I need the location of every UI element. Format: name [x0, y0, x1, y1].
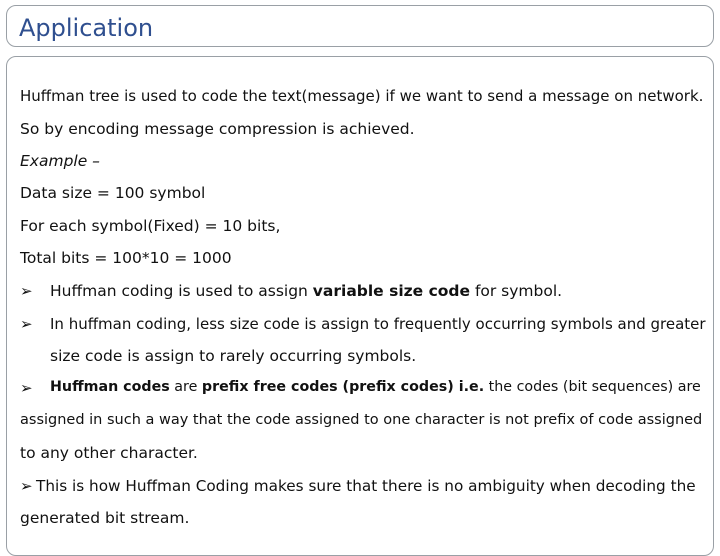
bullet-3-line-1	[50, 379, 701, 395]
arrow-bullet-icon: ➢	[20, 315, 33, 333]
text-line-symbol-bits: For each symbol(Fixed) = 10 bits,	[20, 217, 281, 235]
bullet-3-bold-2: prefix free codes (prefix codes) i.e.	[201, 379, 485, 395]
bullet-1-bold: variable size code	[312, 282, 471, 300]
bullet-1-text	[50, 282, 562, 300]
bullet-1-part-2: for symbol.	[470, 282, 563, 300]
bullet-4-line-2: generated bit stream.	[20, 509, 190, 527]
bullet-1-part-1: Huffman coding is used to assign	[50, 282, 313, 300]
example-heading: Example –	[20, 152, 100, 170]
arrow-bullet-icon: ➢	[20, 282, 33, 300]
bullet-3-line-2: assigned in such a way that the code assigned to one character is not prefix of code assigned	[20, 412, 703, 428]
text-line-total-bits: Total bits = 100*10 = 1000	[20, 249, 232, 267]
arrow-bullet-icon: ➢	[20, 477, 33, 495]
bullet-2-line-1: In huffman coding, less size code is assign to frequently occurring symbols and greater	[50, 315, 706, 333]
bullet-3-bold-1: Huffman codes	[50, 379, 170, 395]
bullet-4-line-1: This is how Huffman Coding makes sure that there is no ambiguity when decoding the	[36, 477, 696, 495]
bullet-3-part-1: are	[169, 379, 202, 395]
bullet-2-line-2: size code is assign to rarely occurring symbols.	[50, 347, 417, 365]
text-line-data-size: Data size = 100 symbol	[20, 184, 206, 202]
slide-title: Application	[19, 14, 154, 42]
text-line-2: So by encoding message compression is achieved.	[20, 120, 415, 138]
arrow-bullet-icon: ➢	[20, 379, 33, 397]
text-line-1: Huffman tree is used to code the text(message) if we want to send a message on network.	[20, 87, 704, 105]
bullet-3-part-2: the codes (bit sequences) are	[484, 379, 701, 395]
bullet-3-line-3: to any other character.	[20, 444, 198, 462]
slide-title-box	[6, 5, 714, 47]
